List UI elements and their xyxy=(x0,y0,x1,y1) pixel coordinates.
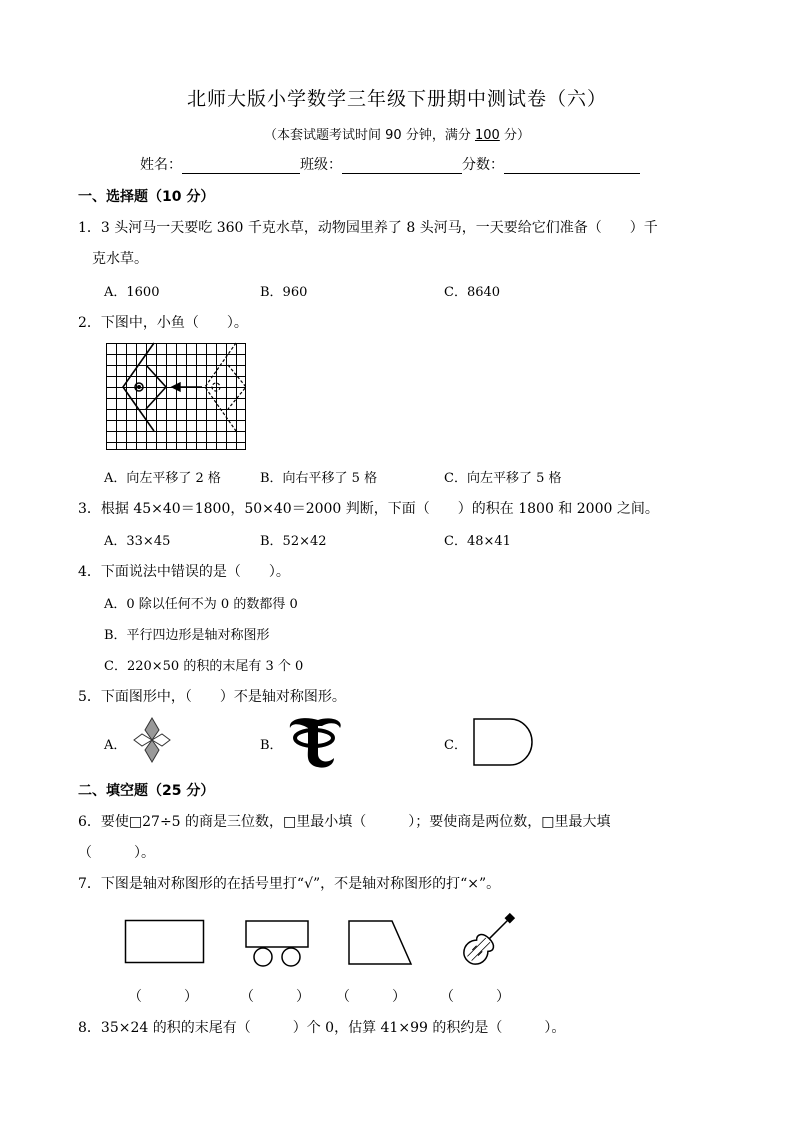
score-field[interactable] xyxy=(504,157,640,174)
q1-option-a[interactable]: A．1600 xyxy=(104,285,160,300)
q1-option-c[interactable]: C．8640 xyxy=(444,285,501,300)
class-field[interactable] xyxy=(342,157,462,174)
q7-paren-4[interactable]: （ ） xyxy=(440,989,510,1005)
q2-option-a[interactable]: A．向左平移了 2 格 xyxy=(104,471,221,486)
q1-line1: 1．3 头河马一天要吃 360 千克水草，动物园里养了 8 头河马，一天要给它们准备（ ）千 xyxy=(78,220,658,236)
q1-option-b[interactable]: B．960 xyxy=(260,285,308,300)
q4-text: 4．下面说法中错误的是（ ）。 xyxy=(78,564,290,580)
name-field[interactable] xyxy=(182,157,300,174)
student-info-line xyxy=(140,154,640,174)
q6-line1: 6．要使□27÷5 的商是三位数，□里最小填（ ）；要使商是两位数，□里最大填 xyxy=(78,814,611,830)
q5-option-a[interactable]: A． xyxy=(104,738,127,753)
page-title: 北师大版小学数学三年级下册期中测试卷（六） xyxy=(186,88,607,110)
exam-subtitle xyxy=(0,124,794,143)
rectangle-figure xyxy=(125,920,205,964)
q1-line2: 克水草。 xyxy=(92,251,148,267)
subtitle-score: 100 xyxy=(474,128,500,143)
q3-text: 3．根据 45×40＝1800，50×40＝2000 判断，下面（ ）的积在 1800 和 2000 之间。 xyxy=(78,501,659,517)
violin-figure xyxy=(448,906,522,978)
q3-option-c[interactable]: C．48×41 xyxy=(444,534,511,549)
diamond-cluster-figure xyxy=(132,716,172,764)
q3-option-b[interactable]: B．52×42 xyxy=(260,534,327,549)
trapezoid-figure xyxy=(348,920,412,966)
subtitle-pre: （本套试题考试时间 90 分钟，满分 xyxy=(264,128,475,143)
subtitle-post: 分） xyxy=(499,128,530,143)
cart-figure xyxy=(245,920,309,968)
section-heading-choice: 一、选择题（10 分） xyxy=(78,189,215,205)
q7-paren-2[interactable]: （ ） xyxy=(240,989,310,1005)
fish-translation-grid-figure xyxy=(106,343,246,450)
q6-line2: （ ）。 xyxy=(78,845,155,861)
q7-text: 7．下图是轴对称图形的在括号里打“√”，不是轴对称图形的打“×”。 xyxy=(78,876,501,892)
section-heading-fill: 二、填空题（25 分） xyxy=(78,783,215,799)
q5-text: 5．下面图形中，（ ）不是轴对称图形。 xyxy=(78,689,346,705)
score-label: 分数： xyxy=(462,157,504,173)
q7-paren-1[interactable]: （ ） xyxy=(128,989,198,1005)
q3-option-a[interactable]: A．33×45 xyxy=(104,534,171,549)
q8-text: 8．35×24 的积的末尾有（ ）个 0，估算 41×99 的积约是（ ）。 xyxy=(78,1020,566,1036)
q7-paren-3[interactable]: （ ） xyxy=(336,989,406,1005)
q4-option-b[interactable]: B．平行四边形是轴对称图形 xyxy=(104,628,270,643)
class-label: 班级： xyxy=(300,157,342,173)
name-label: 姓名： xyxy=(140,157,182,173)
q4-option-c[interactable]: C．220×50 的积的末尾有 3 个 0 xyxy=(104,659,304,674)
q2-option-b[interactable]: B．向右平移了 5 格 xyxy=(260,471,378,486)
q2-option-c[interactable]: C．向左平移了 5 格 xyxy=(444,471,562,486)
q2-text: 2．下图中，小鱼（ ）。 xyxy=(78,315,248,331)
d-shape-figure xyxy=(473,718,535,766)
q4-option-a[interactable]: A．0 除以任何不为 0 的数都得 0 xyxy=(104,597,298,612)
q5-option-b[interactable]: B． xyxy=(260,738,283,753)
q5-option-c[interactable]: C． xyxy=(444,738,467,753)
telecom-logo-figure xyxy=(284,714,346,768)
